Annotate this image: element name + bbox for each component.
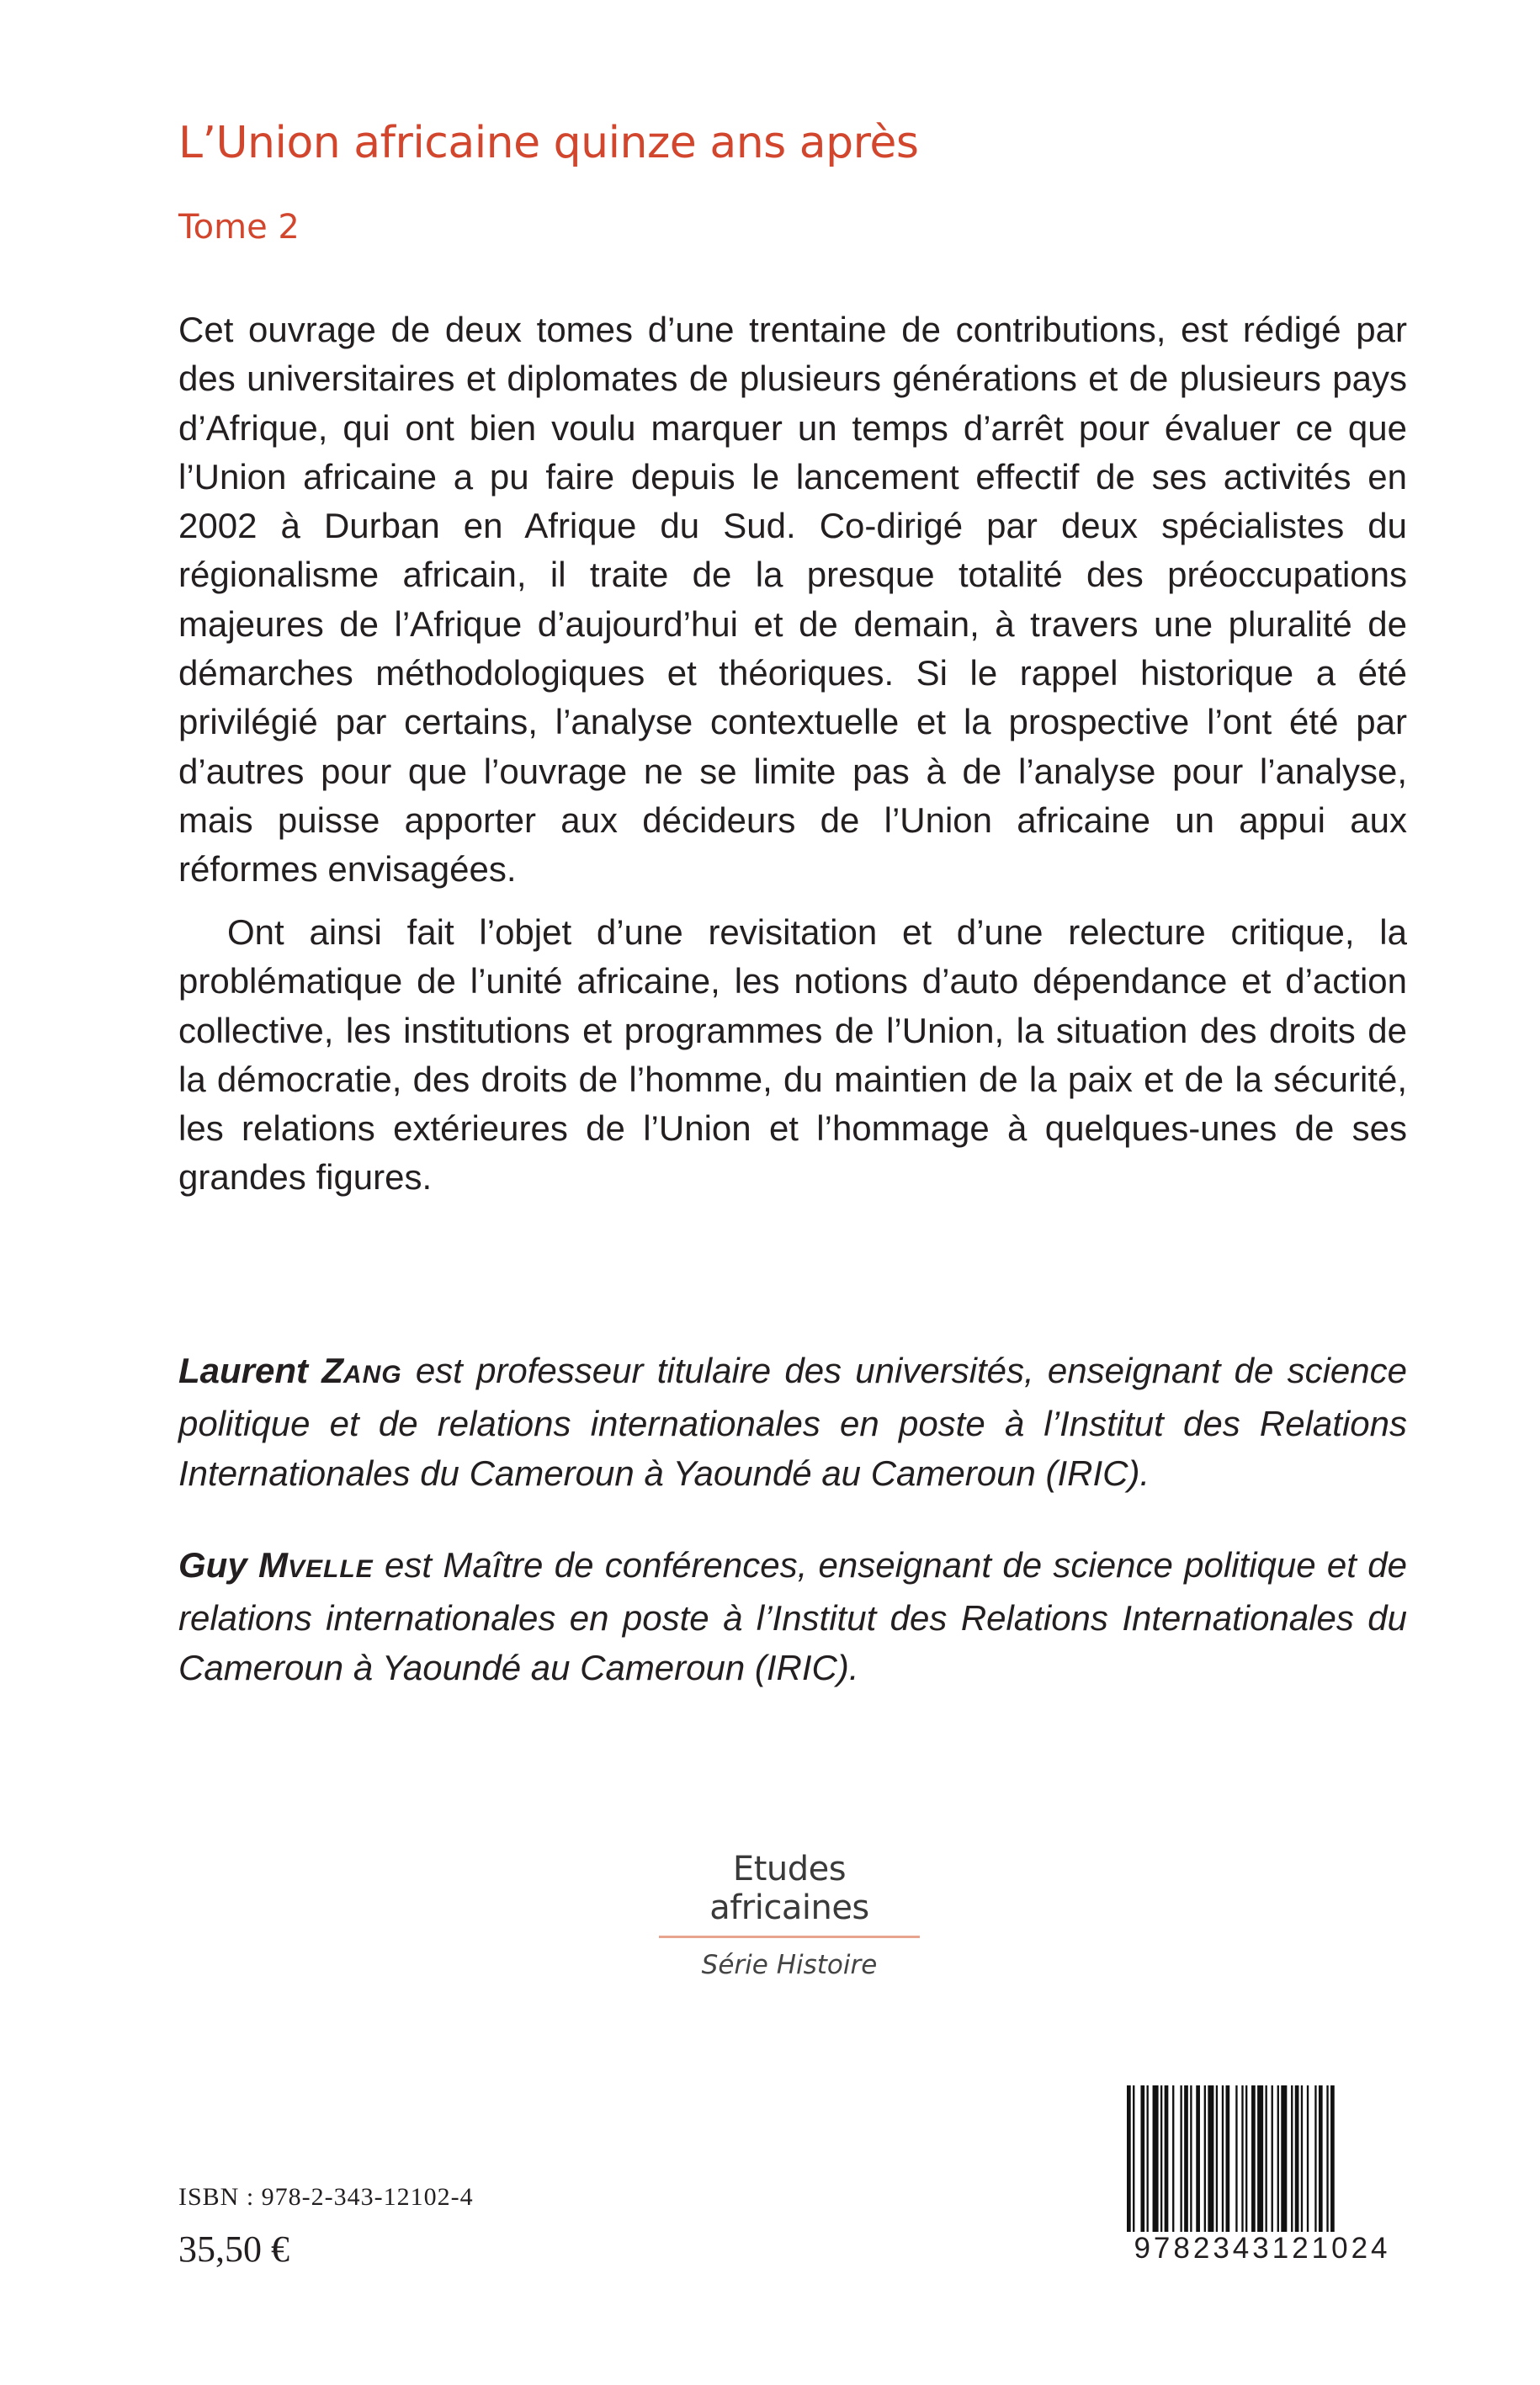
series-name: Etudes africaines bbox=[659, 1850, 920, 1938]
barcode-bar bbox=[1133, 2085, 1134, 2237]
summary-paragraph-2: Ont ainsi fait l’objet d’une revisitation et d’une relecture critique, la problématique de l’unité africaine, les notions d’auto dépendance et d’action collective, les institutions et programmes de l’Union, la situation des droits de la démocratie, des droits de l’homme, du maintien de la paix et de la sécurité, les relations extérieures de l’Union et l’hommage à quelques-unes de ses grandes figures. bbox=[178, 912, 1407, 1198]
barcode-bar bbox=[1314, 2085, 1316, 2237]
barcode-bar bbox=[1172, 2085, 1174, 2237]
barcode-bar bbox=[1291, 2085, 1293, 2237]
barcode-bar bbox=[1277, 2085, 1279, 2237]
volume-subtitle: Tome 2 bbox=[178, 208, 300, 247]
barcode-bar bbox=[1326, 2085, 1328, 2237]
barcode-bar bbox=[1190, 2085, 1192, 2237]
barcode-bar bbox=[1241, 2085, 1243, 2237]
barcode-bar bbox=[1222, 2085, 1224, 2237]
author-bio-zang: Laurent ZANG est professeur titulaire des universités, enseignant de science politique et de relations internationales en poste à l’Institut des Relations Internationales du Cameroun à Yaoundé au Cameroun (IRIC). bbox=[178, 1351, 1408, 1493]
author-name-mvelle: Guy MVELLE bbox=[178, 1545, 374, 1585]
isbn: ISBN : 978-2-343-12102-4 bbox=[178, 2183, 474, 2211]
barcode-bar bbox=[1140, 2085, 1144, 2237]
barcode-bar bbox=[1216, 2085, 1218, 2237]
summary-paragraph-1: Cet ouvrage de deux tomes d’une trentaine de contributions, est rédigé par des universitaires et diplomates de plusieurs générations et de plusieurs pays d’Afrique, qui ont bien voulu marquer un temps d’arrêt pour évaluer ce que l’Union africaine a pu faire depuis le lancement effectif de ses activités en 2002 à Durban en Afrique du Sud. Co-dirigé par deux spécialistes du régionalisme africain, il traite de la presque totalité des préoccupations majeures de l’Afrique d’aujourd’hui et de demain, à travers une pluralité de démarches méthodologiques et théoriques. Si le rappel historique a été privilégié par certains, l’analyse contextuelle et la prospective l’ont été par d’autres pour que l’ouvrage ne se limite pas à de l’analyse pour l’analyse, mais puisse apporter aux décideurs de l’Union africaine un appui aux réformes envisagées. bbox=[178, 310, 1407, 890]
author-name-zang: Laurent ZANG bbox=[178, 1351, 402, 1390]
barcode-bar bbox=[1127, 2085, 1131, 2237]
barcode-bar bbox=[1266, 2085, 1267, 2237]
barcode-bar bbox=[1319, 2085, 1323, 2237]
barcode-bar bbox=[1153, 2085, 1159, 2237]
barcode-bar bbox=[1281, 2085, 1287, 2237]
author-bio-mvelle: Guy MVELLE est Maître de conférences, enseignant de science politique et de relations internationales en poste à l’Institut des Relations Internationales du Cameroun à Yaoundé au Cameroun (IRIC). bbox=[178, 1545, 1407, 1687]
barcode-bar bbox=[1235, 2085, 1237, 2237]
barcode-bar bbox=[1245, 2085, 1247, 2237]
price: 35,50 € bbox=[178, 2228, 289, 2270]
barcode-digits: 9782343121024 bbox=[1107, 2232, 1418, 2265]
barcode-bar bbox=[1184, 2085, 1188, 2237]
barcode-bar bbox=[1180, 2085, 1182, 2237]
barcode-bar bbox=[1147, 2085, 1149, 2237]
barcode-bar bbox=[1330, 2085, 1335, 2237]
barcode-bar bbox=[1196, 2085, 1200, 2237]
barcode-bar bbox=[1251, 2085, 1256, 2237]
barcode-bar bbox=[1204, 2085, 1206, 2237]
barcode-bar bbox=[1208, 2085, 1213, 2237]
barcode-bar bbox=[1257, 2085, 1263, 2237]
barcode-bar bbox=[1307, 2085, 1309, 2237]
barcode-bar bbox=[1272, 2085, 1273, 2237]
barcode-bar bbox=[1160, 2085, 1162, 2237]
book-title: L’Union africaine quinze ans après bbox=[178, 118, 919, 168]
barcode-bar bbox=[1226, 2085, 1230, 2237]
series-subtitle: Série Histoire bbox=[701, 1950, 878, 1980]
barcode-bar bbox=[1295, 2085, 1299, 2237]
series-logo bbox=[659, 1850, 920, 1980]
barcode-bar bbox=[1301, 2085, 1303, 2237]
barcode-bar bbox=[1165, 2085, 1169, 2237]
